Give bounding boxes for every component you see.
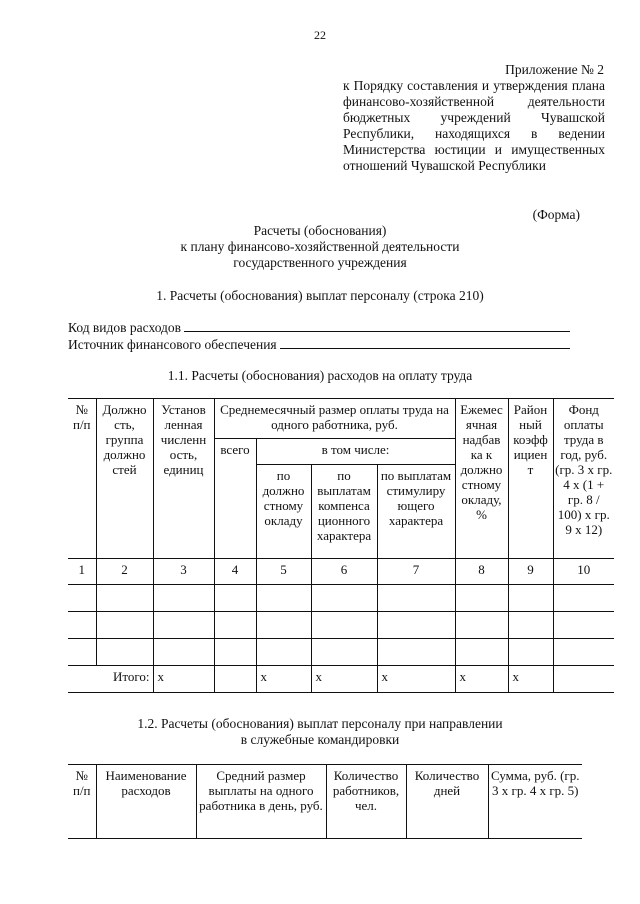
column-number: 10 — [553, 559, 614, 585]
page-number: 22 — [314, 28, 326, 42]
table-cell[interactable] — [96, 585, 153, 612]
table-cell[interactable] — [508, 612, 553, 639]
column-number: 8 — [455, 559, 508, 585]
table-cell[interactable] — [553, 612, 614, 639]
table-cell[interactable] — [153, 639, 214, 666]
table-row — [68, 639, 614, 666]
col-header-regional-coeff: Район ный коэфф ициен т — [508, 399, 553, 559]
expense-code-label: Код видов расходов — [68, 320, 182, 335]
total-cell — [553, 666, 614, 693]
heading-line-1: Расчеты (обоснования) — [253, 223, 387, 238]
travel-table — [68, 764, 582, 839]
col-header-by-salary: по должно стному окладу — [256, 465, 311, 559]
col-header-num: № п/п — [68, 399, 96, 559]
table-cell[interactable] — [96, 639, 153, 666]
table-cell[interactable] — [377, 585, 455, 612]
table-cell[interactable] — [508, 585, 553, 612]
table-cell[interactable] — [68, 639, 96, 666]
table-cell[interactable] — [455, 612, 508, 639]
column-number: 5 — [256, 559, 311, 585]
table-cell[interactable] — [214, 585, 256, 612]
salary-table — [68, 398, 614, 693]
table-cell[interactable] — [214, 612, 256, 639]
col-header-monthly-bonus: Ежемес ячная надбав ка к должно стному окладу, % — [455, 399, 508, 559]
table-cell[interactable] — [311, 585, 377, 612]
col-header-staff: Установ ленная численн ость, единиц — [153, 399, 214, 559]
section-1-2-title-line-1: 1.2. Расчеты (обоснования) выплат персоналу при направлении — [137, 716, 503, 731]
column-number: 4 — [214, 559, 256, 585]
table-cell[interactable] — [553, 639, 614, 666]
table-cell[interactable] — [96, 612, 153, 639]
col-header-num: № п/п — [68, 765, 96, 839]
table-cell[interactable] — [455, 639, 508, 666]
col-header-days-count: Количество дней — [406, 765, 488, 839]
table-cell[interactable] — [214, 639, 256, 666]
table-row — [68, 585, 614, 612]
table-cell[interactable] — [311, 612, 377, 639]
appendix-title: Приложение № 2 — [505, 62, 604, 77]
col-header-avg-salary: Среднемесячный размер оплаты труда на одного работника, руб. — [214, 399, 455, 439]
column-number: 3 — [153, 559, 214, 585]
table-cell[interactable] — [311, 639, 377, 666]
total-cell: x — [377, 666, 455, 693]
col-header-position: Должно сть, группа должно стей — [96, 399, 153, 559]
table-cell[interactable] — [256, 612, 311, 639]
table-row — [68, 612, 614, 639]
column-number: 6 — [311, 559, 377, 585]
total-cell — [214, 666, 256, 693]
table-cell[interactable] — [153, 585, 214, 612]
col-header-including: в том числе: — [256, 439, 455, 465]
expense-code-row — [68, 319, 570, 336]
table-cell[interactable] — [68, 585, 96, 612]
column-number: 9 — [508, 559, 553, 585]
table-cell[interactable] — [455, 585, 508, 612]
col-header-avg-daily-payment: Средний размер выплаты на одного работника в день, руб. — [196, 765, 326, 839]
table-cell[interactable] — [377, 612, 455, 639]
total-cell: x — [508, 666, 553, 693]
form-label: (Форма) — [532, 207, 580, 222]
expense-code-input[interactable] — [184, 319, 570, 332]
col-header-incentive: по выплатам стимулиру ющего характера — [377, 465, 455, 559]
col-header-workers-count: Количество работников, чел. — [326, 765, 406, 839]
appendix-body: к Порядку составления и утверждения плана финансово-хозяйственной деятельности бюджетных учреждений Чувашской Республики, находящихся в ведении Министерства юстиции и имущественных отношений Чувашской Республики — [343, 78, 605, 173]
col-header-annual-fund: Фонд оплаты труда в год, руб. (гр. 3 х гр. 4 х (1 + гр. 8 / 100) х гр. 9 х 12) — [553, 399, 614, 559]
total-row — [68, 666, 614, 693]
column-number: 7 — [377, 559, 455, 585]
section-1-2-title-line-2: в служебные командировки — [240, 732, 400, 747]
table-cell[interactable] — [553, 585, 614, 612]
funding-source-row — [68, 336, 570, 353]
heading-line-3: государственного учреждения — [233, 255, 407, 270]
funding-source-label: Источник финансового обеспечения — [68, 337, 277, 352]
col-header-sum: Сумма, руб. (гр. 3 х гр. 4 х гр. 5) — [488, 765, 582, 839]
table-cell[interactable] — [256, 585, 311, 612]
table-cell[interactable] — [256, 639, 311, 666]
table-cell[interactable] — [508, 639, 553, 666]
col-header-expense-name: Наименование расходов — [96, 765, 196, 839]
table-cell[interactable] — [153, 612, 214, 639]
funding-source-input[interactable] — [280, 336, 570, 349]
total-label: Итого: — [68, 666, 153, 693]
section-1-title: 1. Расчеты (обоснования) выплат персоналу (строка 210) — [156, 288, 484, 303]
col-header-total: всего — [214, 439, 256, 559]
table-cell[interactable] — [377, 639, 455, 666]
column-numbers-row — [68, 559, 614, 585]
column-number: 2 — [96, 559, 153, 585]
section-1-1-title: 1.1. Расчеты (обоснования) расходов на оплату труда — [167, 368, 473, 383]
column-number: 1 — [68, 559, 96, 585]
table-cell[interactable] — [68, 612, 96, 639]
total-cell: x — [153, 666, 214, 693]
heading-line-2: к плану финансово-хозяйственной деятельности — [180, 239, 460, 254]
total-cell: x — [256, 666, 311, 693]
col-header-compensation: по выплатам компенса ционного характера — [311, 465, 377, 559]
total-cell: x — [311, 666, 377, 693]
total-cell: x — [455, 666, 508, 693]
